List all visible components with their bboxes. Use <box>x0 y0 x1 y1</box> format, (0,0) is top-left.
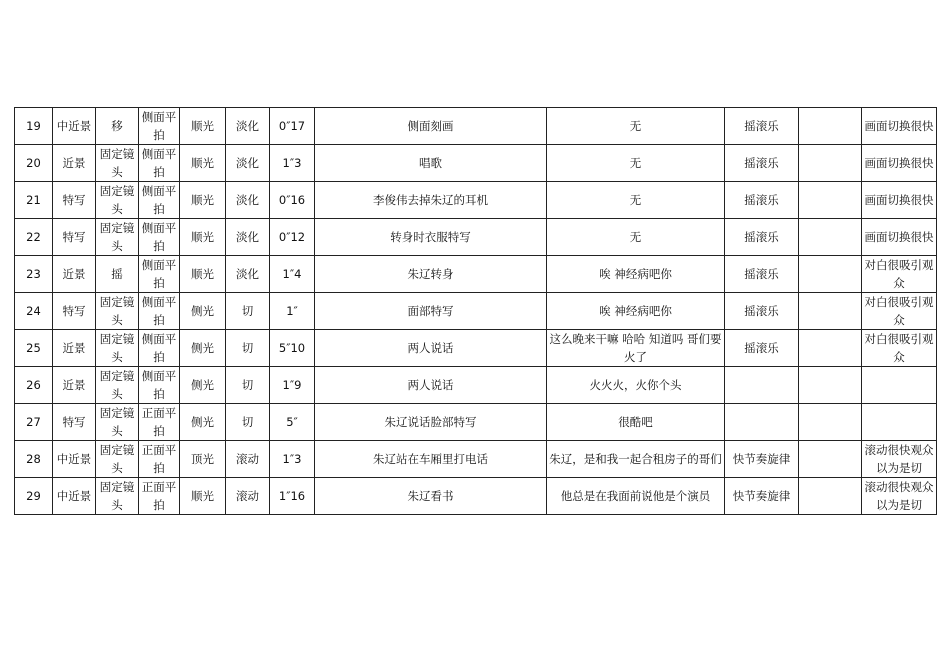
shot-size-cell: 特写 <box>53 404 96 441</box>
music-cell <box>725 367 799 404</box>
camera-angle-cell: 侧面平拍 <box>139 367 180 404</box>
duration-cell: 5″10 <box>270 330 315 367</box>
shot-number-cell: 24 <box>15 293 53 330</box>
dialogue-cell: 这么晚来干嘛 哈哈 知道吗 哥们要火了 <box>547 330 725 367</box>
duration-cell: 0″12 <box>270 219 315 256</box>
lighting-cell: 顺光 <box>180 108 226 145</box>
transition-cell: 切 <box>226 330 270 367</box>
table-body <box>15 108 937 515</box>
camera-move-cell: 固定镜头 <box>96 367 139 404</box>
note-cell: 画面切换很快 <box>862 182 937 219</box>
table-row <box>15 404 937 441</box>
shot-size-cell: 近景 <box>53 145 96 182</box>
music-cell: 摇滚乐 <box>725 145 799 182</box>
shot-size-cell: 中近景 <box>53 441 96 478</box>
shot-number-cell: 27 <box>15 404 53 441</box>
note-cell: 对白很吸引观众 <box>862 256 937 293</box>
lighting-cell: 顺光 <box>180 478 226 515</box>
lighting-cell: 顺光 <box>180 145 226 182</box>
sound-effect-cell <box>799 404 862 441</box>
camera-move-cell: 固定镜头 <box>96 293 139 330</box>
shot-number-cell: 26 <box>15 367 53 404</box>
table-row <box>15 219 937 256</box>
content-cell: 李俊伟去掉朱辽的耳机 <box>315 182 547 219</box>
camera-move-cell: 固定镜头 <box>96 182 139 219</box>
note-cell <box>862 404 937 441</box>
camera-move-cell: 固定镜头 <box>96 145 139 182</box>
lighting-cell: 顺光 <box>180 256 226 293</box>
sound-effect-cell <box>799 256 862 293</box>
duration-cell: 1″3 <box>270 145 315 182</box>
table-row <box>15 478 937 515</box>
sound-effect-cell <box>799 478 862 515</box>
note-cell: 滚动很快观众以为是切 <box>862 441 937 478</box>
camera-angle-cell: 正面平拍 <box>139 478 180 515</box>
sound-effect-cell <box>799 441 862 478</box>
music-cell: 快节奏旋律 <box>725 478 799 515</box>
shot-number-cell: 21 <box>15 182 53 219</box>
content-cell: 朱辽站在车厢里打电话 <box>315 441 547 478</box>
camera-angle-cell: 侧面平拍 <box>139 108 180 145</box>
duration-cell: 0″16 <box>270 182 315 219</box>
shot-size-cell: 近景 <box>53 367 96 404</box>
content-cell: 侧面刻画 <box>315 108 547 145</box>
music-cell: 摇滚乐 <box>725 219 799 256</box>
dialogue-cell: 火火火，火你个头 <box>547 367 725 404</box>
content-cell: 朱辽说话脸部特写 <box>315 404 547 441</box>
transition-cell: 滚动 <box>226 478 270 515</box>
dialogue-cell: 无 <box>547 219 725 256</box>
camera-move-cell: 固定镜头 <box>96 330 139 367</box>
dialogue-cell: 唉 神经病吧你 <box>547 256 725 293</box>
camera-angle-cell: 侧面平拍 <box>139 145 180 182</box>
duration-cell: 1″4 <box>270 256 315 293</box>
camera-move-cell: 固定镜头 <box>96 219 139 256</box>
shot-size-cell: 中近景 <box>53 108 96 145</box>
music-cell: 快节奏旋律 <box>725 441 799 478</box>
shot-size-cell: 特写 <box>53 182 96 219</box>
camera-angle-cell: 正面平拍 <box>139 404 180 441</box>
note-cell: 画面切换很快 <box>862 145 937 182</box>
note-cell: 对白很吸引观众 <box>862 330 937 367</box>
transition-cell: 淡化 <box>226 108 270 145</box>
shot-number-cell: 23 <box>15 256 53 293</box>
sound-effect-cell <box>799 330 862 367</box>
lighting-cell: 顶光 <box>180 441 226 478</box>
lighting-cell: 顺光 <box>180 219 226 256</box>
transition-cell: 淡化 <box>226 182 270 219</box>
duration-cell: 1″16 <box>270 478 315 515</box>
duration-cell: 1″ <box>270 293 315 330</box>
content-cell: 面部特写 <box>315 293 547 330</box>
dialogue-cell: 无 <box>547 108 725 145</box>
music-cell: 摇滚乐 <box>725 182 799 219</box>
camera-move-cell: 移 <box>96 108 139 145</box>
transition-cell: 淡化 <box>226 219 270 256</box>
shot-size-cell: 中近景 <box>53 478 96 515</box>
lighting-cell: 侧光 <box>180 330 226 367</box>
transition-cell: 切 <box>226 404 270 441</box>
table-row <box>15 330 937 367</box>
note-cell: 滚动很快观众以为是切 <box>862 478 937 515</box>
music-cell: 摇滚乐 <box>725 108 799 145</box>
camera-angle-cell: 侧面平拍 <box>139 182 180 219</box>
table-row <box>15 293 937 330</box>
lighting-cell: 侧光 <box>180 404 226 441</box>
lighting-cell: 侧光 <box>180 293 226 330</box>
sound-effect-cell <box>799 108 862 145</box>
sound-effect-cell <box>799 145 862 182</box>
note-cell: 对白很吸引观众 <box>862 293 937 330</box>
storyboard-table <box>14 107 937 515</box>
shot-number-cell: 29 <box>15 478 53 515</box>
dialogue-cell: 很酷吧 <box>547 404 725 441</box>
table-row <box>15 441 937 478</box>
camera-angle-cell: 侧面平拍 <box>139 256 180 293</box>
dialogue-cell: 朱辽，是和我一起合租房子的哥们 <box>547 441 725 478</box>
dialogue-cell: 唉 神经病吧你 <box>547 293 725 330</box>
content-cell: 朱辽看书 <box>315 478 547 515</box>
table-row <box>15 367 937 404</box>
transition-cell: 淡化 <box>226 145 270 182</box>
sound-effect-cell <box>799 182 862 219</box>
lighting-cell: 顺光 <box>180 182 226 219</box>
transition-cell: 淡化 <box>226 256 270 293</box>
shot-size-cell: 特写 <box>53 219 96 256</box>
shot-number-cell: 19 <box>15 108 53 145</box>
note-cell: 画面切换很快 <box>862 108 937 145</box>
table-row <box>15 256 937 293</box>
shot-size-cell: 近景 <box>53 330 96 367</box>
content-cell: 两人说话 <box>315 330 547 367</box>
shot-size-cell: 特写 <box>53 293 96 330</box>
transition-cell: 切 <box>226 293 270 330</box>
transition-cell: 滚动 <box>226 441 270 478</box>
lighting-cell: 侧光 <box>180 367 226 404</box>
camera-move-cell: 固定镜头 <box>96 478 139 515</box>
duration-cell: 1″3 <box>270 441 315 478</box>
sound-effect-cell <box>799 219 862 256</box>
camera-angle-cell: 侧面平拍 <box>139 293 180 330</box>
sound-effect-cell <box>799 293 862 330</box>
shot-number-cell: 25 <box>15 330 53 367</box>
shot-number-cell: 22 <box>15 219 53 256</box>
content-cell: 唱歌 <box>315 145 547 182</box>
music-cell: 摇滚乐 <box>725 330 799 367</box>
shot-number-cell: 20 <box>15 145 53 182</box>
music-cell <box>725 404 799 441</box>
note-cell <box>862 367 937 404</box>
dialogue-cell: 无 <box>547 182 725 219</box>
camera-move-cell: 固定镜头 <box>96 404 139 441</box>
music-cell: 摇滚乐 <box>725 256 799 293</box>
dialogue-cell: 无 <box>547 145 725 182</box>
duration-cell: 1″9 <box>270 367 315 404</box>
transition-cell: 切 <box>226 367 270 404</box>
camera-move-cell: 摇 <box>96 256 139 293</box>
camera-angle-cell: 侧面平拍 <box>139 330 180 367</box>
content-cell: 朱辽转身 <box>315 256 547 293</box>
music-cell: 摇滚乐 <box>725 293 799 330</box>
dialogue-cell: 他总是在我面前说他是个演员 <box>547 478 725 515</box>
table-row <box>15 108 937 145</box>
shot-number-cell: 28 <box>15 441 53 478</box>
table-row <box>15 145 937 182</box>
duration-cell: 0″17 <box>270 108 315 145</box>
duration-cell: 5″ <box>270 404 315 441</box>
content-cell: 转身时衣服特写 <box>315 219 547 256</box>
note-cell: 画面切换很快 <box>862 219 937 256</box>
camera-angle-cell: 侧面平拍 <box>139 219 180 256</box>
camera-angle-cell: 正面平拍 <box>139 441 180 478</box>
table-row <box>15 182 937 219</box>
camera-move-cell: 固定镜头 <box>96 441 139 478</box>
content-cell: 两人说话 <box>315 367 547 404</box>
sound-effect-cell <box>799 367 862 404</box>
shot-size-cell: 近景 <box>53 256 96 293</box>
